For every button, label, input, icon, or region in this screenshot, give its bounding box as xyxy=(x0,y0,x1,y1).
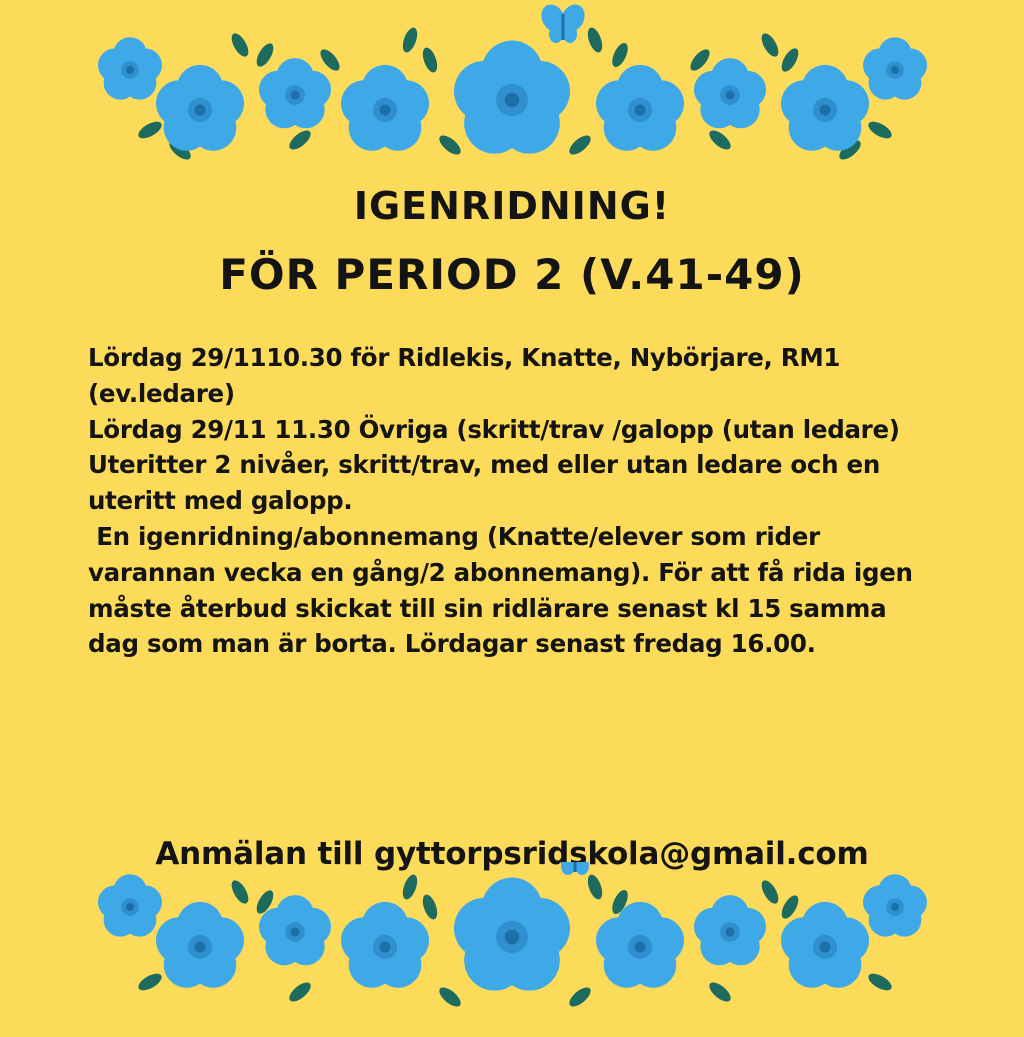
blue-flowers xyxy=(98,37,927,153)
title-line-1: IGENRIDNING! xyxy=(353,184,671,228)
paragraph-rules: En igenridning/abonnemang (Knatte/elever som rider varannan vecka en gång/2 abonnemang). För att få rida igen måste återbud skickat till sin ridlärare senast kl 15 samma dag som man är borta. Lördagar senast fredag 16.00. xyxy=(88,521,921,659)
paragraph-trail-rides: Uteritter 2 nivåer, skritt/trav, med eller utan ledare och en uteritt med galopp. xyxy=(88,450,889,516)
blue-flowers xyxy=(98,874,927,990)
top-flower-garland xyxy=(0,0,1024,175)
signup-email: Anmälan till gyttorpsridskola@gmail.com xyxy=(155,836,869,872)
paragraph-saturday-2: Lördag 29/11 11.30 Övriga (skritt/trav /galopp (utan ledare) xyxy=(88,414,900,444)
title-line-2: FÖR PERIOD 2 (V.41-49) xyxy=(219,250,805,299)
paragraph-saturday-1: Lördag 29/1110.30 för Ridlekis, Knatte, Nybörjare, RM1 (ev.ledare) xyxy=(88,343,849,408)
schedule-text xyxy=(88,340,938,662)
blue-butterfly-icon xyxy=(537,1,589,43)
bottom-flower-garland xyxy=(0,862,1024,1037)
blue-butterfly-icon xyxy=(549,862,601,875)
